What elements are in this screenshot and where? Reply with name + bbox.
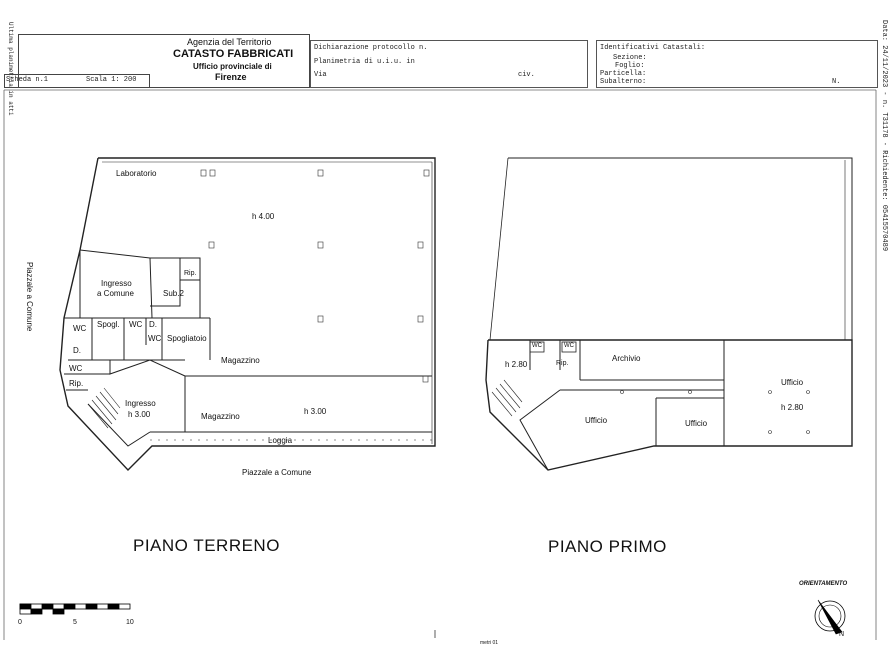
n-label: N. bbox=[832, 78, 841, 86]
room-wc: WC bbox=[532, 343, 542, 349]
room-rip: Rip. bbox=[69, 379, 84, 388]
room-wc: WC bbox=[73, 324, 87, 333]
room-magazzino: Magazzino bbox=[221, 356, 260, 365]
room-spogl: Spogl. bbox=[97, 320, 120, 329]
city-name: Firenze bbox=[215, 72, 247, 82]
orientation-label: ORIENTAMENTO bbox=[799, 581, 848, 587]
scale-label-10: 10 bbox=[126, 619, 134, 626]
room-rip: Rip. bbox=[556, 360, 569, 367]
first-top-block bbox=[508, 158, 852, 340]
room-wc: WC bbox=[564, 343, 574, 349]
height-label: h 3.00 bbox=[304, 407, 327, 416]
footer-stamp: metri 01 bbox=[480, 640, 499, 646]
dichiarazione-label: Dichiarazione protocollo n. bbox=[314, 44, 428, 52]
piazzale-bottom: Piazzale a Comune bbox=[242, 468, 312, 477]
room-ufficio: Ufficio bbox=[781, 378, 804, 387]
room-ingresso: Ingresso bbox=[125, 399, 156, 408]
room-ufficio: Ufficio bbox=[585, 416, 608, 425]
room-magazzino: Magazzino bbox=[201, 412, 240, 421]
height-label: h 2.80 bbox=[505, 360, 528, 369]
ground-floor-title: PIANO TERRENO bbox=[133, 536, 280, 555]
foglio-label: Foglio: bbox=[615, 62, 645, 70]
civ-label: civ. bbox=[518, 71, 535, 79]
room-ingresso-comune-2: a Comune bbox=[97, 289, 134, 298]
ground-floor-plan bbox=[60, 158, 435, 470]
scheda-number: Scheda n.1 bbox=[6, 76, 49, 84]
ground-columns bbox=[201, 170, 429, 382]
first-floor-plan bbox=[486, 158, 852, 470]
room-ingresso-comune: Ingresso bbox=[101, 279, 132, 288]
north-label: N bbox=[839, 631, 845, 638]
height-label: h 3.00 bbox=[128, 410, 151, 419]
room-wc: WC bbox=[148, 334, 162, 343]
scale-label-0: 0 bbox=[18, 619, 22, 626]
catasto-title: CATASTO FABBRICATI bbox=[173, 48, 294, 60]
room-archivio: Archivio bbox=[612, 354, 641, 363]
identificativi-label: Identificativi Catastali: bbox=[600, 44, 706, 52]
agency-name: Agenzia del Territorio bbox=[187, 37, 272, 47]
room-rip: Rip. bbox=[184, 270, 197, 277]
room-ufficio: Ufficio bbox=[685, 419, 708, 428]
height-label: h 4.00 bbox=[252, 212, 275, 221]
via-label: Via bbox=[314, 71, 327, 79]
room-d: D. bbox=[73, 346, 81, 355]
sezione-label: Sezione: bbox=[613, 54, 647, 62]
scale-bar bbox=[20, 604, 130, 614]
right-margin-note: Data: 24/11/2023 - n. T31178 - Richiedente: 05415570489 bbox=[880, 20, 888, 252]
compass-icon bbox=[815, 600, 845, 634]
room-wc: WC bbox=[69, 364, 83, 373]
scale-text: Scala 1: 200 bbox=[86, 76, 137, 84]
first-floor-title: PIANO PRIMO bbox=[548, 537, 667, 556]
room-laboratorio: Laboratorio bbox=[116, 169, 157, 178]
piazzale-side: Piazzale a Comune bbox=[25, 262, 34, 332]
scale-label-5: 5 bbox=[73, 619, 77, 626]
room-wc: WC bbox=[129, 320, 143, 329]
room-spogliatoio: Spogliatoio bbox=[167, 334, 207, 343]
planimetria-label: Planimetria di u.i.u. in bbox=[314, 58, 415, 66]
agency-office: Ufficio provinciale di bbox=[193, 62, 272, 71]
first-columns bbox=[621, 391, 810, 434]
room-loggia: Loggia bbox=[268, 436, 293, 445]
room-d: D. bbox=[149, 320, 157, 329]
particella-label: Particella: bbox=[600, 70, 647, 78]
left-margin-note: Ultima planimetria in atti bbox=[7, 22, 14, 116]
height-label: h 2.80 bbox=[781, 403, 804, 412]
room-sub2: Sub.2 bbox=[163, 289, 184, 298]
subalterno-label: Subalterno: bbox=[600, 78, 647, 86]
ground-outer-wall bbox=[60, 158, 435, 470]
